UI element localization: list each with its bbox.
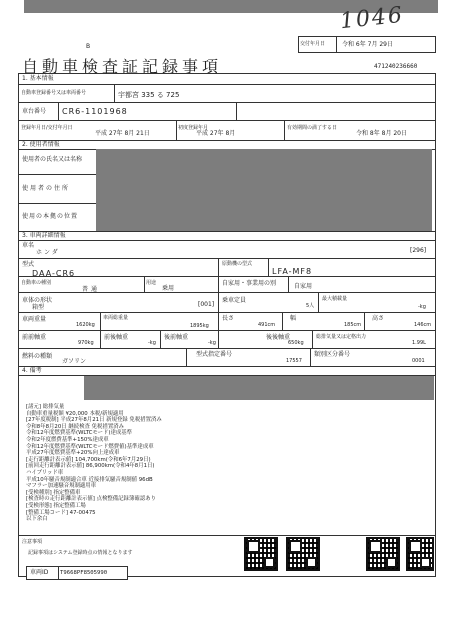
class-number-value: 0001 (412, 358, 425, 364)
vin-label: 車台番号 (22, 108, 47, 115)
issue-date-value: 令和 6年 7月 29日 (342, 41, 393, 48)
remarks-list (26, 404, 162, 523)
qr-code-2 (286, 537, 320, 571)
capacity-label: 乗車定員 (222, 297, 247, 304)
registration-number-value: 宇都宮 335 る 725 (118, 91, 180, 99)
document-title: 自動車検査証記録事項 (22, 57, 223, 76)
rear-front-axle-value: -kg (208, 340, 216, 346)
remark-line: 令和2年度燃費基準+150%達成車 (26, 436, 109, 443)
displacement-label: 総排気量又は定格出力 (316, 334, 367, 340)
model-label: 型式 (22, 261, 35, 268)
type-designation-value: 17557 (286, 358, 302, 364)
remark-line: [前回走行距離計表示値] 86,900km(令和4年8月1日) (26, 463, 155, 470)
remark-line: [諸元] 総排気量 (26, 404, 65, 410)
use-label: 用途 (146, 280, 157, 286)
remark-line: [受検形態] 指定整備工場 (26, 502, 86, 509)
kind-label: 自動車の種別 (21, 280, 52, 286)
remark-line: [受検種別] 指定整備車 (26, 489, 81, 496)
remark-line: マフラー加速騒音規制適用車 (26, 483, 97, 490)
model-value: DAA-CR6 (32, 269, 76, 278)
fuel-type-value: ガソリン (62, 358, 87, 365)
document-number: 471240236660 (374, 63, 418, 70)
first-registration-ym-value: 平成 27年 8月 (196, 130, 236, 137)
use-value: 乗用 (162, 285, 175, 292)
remark-line: ハイブリッド車 (26, 469, 64, 476)
body-shape-value: 箱型 (32, 304, 45, 311)
rear-rear-axle-label: 後後軸重 (266, 334, 291, 341)
max-load-label: 最大積載量 (322, 296, 348, 302)
notes-text: 記録事項はシステム登録時点の情報となります (28, 550, 133, 556)
remark-line: 令和12年度燃費基準(WLTCモード)達成基準 (26, 430, 133, 437)
engine-label: 原動機の型式 (222, 261, 253, 267)
gross-weight-label: 車両総重量 (103, 315, 129, 321)
expiry-date-label: 有効期間の満了する日 (287, 125, 338, 131)
expiry-date-value: 令和 8年 8月 20日 (356, 130, 407, 137)
rear-rear-axle-value: 650kg (288, 340, 304, 346)
form-marker: B (86, 43, 91, 50)
qr-code-3 (366, 537, 400, 571)
qr-code-1 (244, 537, 278, 571)
handwritten-number: 1046 (338, 2, 406, 35)
remark-line: 以下余白 (26, 516, 48, 523)
remark-line: 自動車重量税額 ¥20,000 本税/新規適用 (26, 410, 124, 417)
vehicle-weight-label: 車両重量 (22, 316, 47, 323)
kind-value: 普通 (82, 286, 101, 293)
base-location-label: 使用の本拠の位置 (22, 213, 79, 220)
user-info-redacted (96, 149, 432, 231)
body-shape-code: [001] (198, 301, 215, 308)
remarks-redacted (84, 376, 434, 400)
remark-line: 平成27年度燃費基準+20%向上達成車 (26, 450, 120, 457)
first-registration-ym-label: 初度登録年月 (178, 125, 209, 131)
rear-front-axle-label: 後前軸重 (164, 334, 189, 341)
vehicle-weight-value: 1620kg (76, 322, 95, 328)
vin-value: CR6-1101968 (62, 107, 128, 116)
class-number-label: 類別区分番号 (314, 351, 351, 358)
user-address-label: 使用者の住所 (22, 185, 71, 192)
remark-line: 令和12年度燃費基準(WLTCモード燃費値)基準達成車 (26, 443, 154, 450)
car-id-value: T9668PF8505990 (60, 570, 108, 576)
section-remarks-heading: 4. 備考 (22, 367, 42, 374)
maker-value: ホンダ (36, 249, 60, 256)
maker-label: 車名 (22, 242, 35, 249)
displacement-value: 1.99L (412, 340, 426, 346)
section-vehicle-heading: 3. 車両詳細情報 (22, 232, 66, 239)
issue-date-label: 交付年月日 (300, 41, 326, 47)
qr-code-4 (406, 537, 434, 571)
fuel-type-label: 燃料の種類 (22, 353, 53, 360)
engine-value: LFA-MF8 (272, 267, 313, 276)
remark-line: 令和8年8月20日 継続検査 免税措置済み (26, 423, 125, 430)
length-label: 長さ (222, 315, 235, 322)
business-use-value: 自家用 (294, 283, 313, 290)
capacity-value: 5人 (306, 303, 315, 309)
remark-line: 平成10年騒音規制適合車 近接排気騒音規制値 96dB (26, 476, 153, 483)
first-registration-label: 登録年月日/交付年月日 (21, 125, 73, 131)
remark-line: [走行距離計表示値] 104,700km(令和6年7月29日) (26, 456, 151, 463)
maker-code: [296] (410, 247, 427, 254)
length-value: 491cm (258, 322, 276, 328)
width-value: 185cm (344, 322, 362, 328)
notes-label: 注意事項 (22, 539, 43, 545)
section-user-heading: 2. 使用者情報 (22, 141, 60, 148)
registration-number-label: 自動車登録番号又は車両番号 (21, 90, 87, 96)
front-rear-axle-value: -kg (148, 340, 156, 346)
gross-weight-value: 1895kg (190, 323, 209, 329)
car-id-label: 車両ID (30, 569, 49, 576)
first-registration-value: 平成 27年 8月 21日 (95, 130, 150, 137)
front-front-axle-value: 970kg (78, 340, 94, 346)
width-label: 幅 (290, 315, 297, 322)
user-name-label: 使用者の氏名又は名称 (22, 156, 83, 163)
remark-line: [検査時の走行距離計表示値] 点検整備記録簿確認あり (26, 496, 156, 503)
section-basic-heading: 1. 基本情報 (22, 75, 54, 82)
max-load-value: -kg (418, 304, 426, 310)
height-value: 146cm (414, 322, 432, 328)
front-front-axle-label: 前前軸重 (22, 334, 47, 341)
type-designation-label: 型式指定番号 (196, 351, 233, 358)
front-rear-axle-label: 前後軸重 (104, 334, 129, 341)
business-use-label: 自家用・事業用の別 (222, 280, 277, 287)
remark-line: [整備工場コード] 47-00475 (26, 509, 96, 516)
body-shape-label: 車体の形状 (22, 297, 53, 304)
height-label: 高さ (372, 315, 385, 322)
remark-line: [27年度税制] 平成27年8月21日 新規登録 免税措置済み (26, 417, 162, 424)
